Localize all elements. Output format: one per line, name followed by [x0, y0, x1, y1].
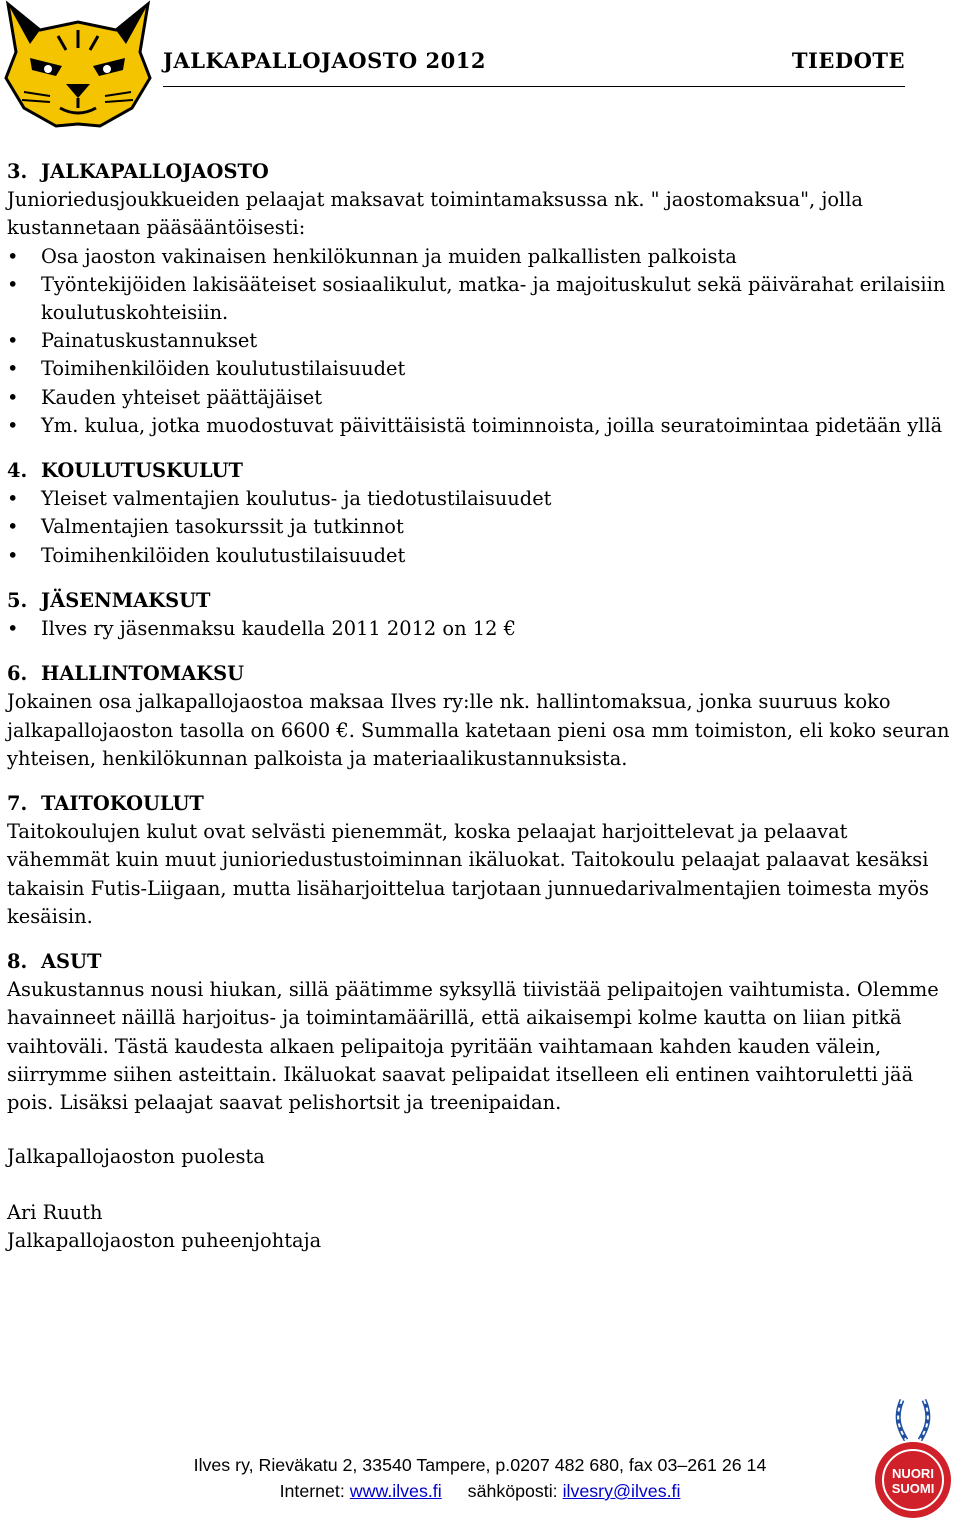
- header-divider: [163, 86, 905, 87]
- list-item: • Ilves ry jäsenmaksu kaudella 2011 2012 on 12 €: [7, 615, 955, 643]
- internet-label: Internet:: [279, 1481, 345, 1501]
- list-item: • Valmentajien tasokurssit ja tutkinnot: [7, 513, 955, 541]
- section-8-text: Asukustannus nousi hiukan, sillä päätimme syksyllä tiivistää pelipaitojen vaihtumista. Olemme havainneet näillä harjoitus- ja toimintamäärillä, että aikaisempi kolme kautta on liian pitkä vaihtoväli. Tästä kaudesta alkaen pelipaitoja pyritään vaihtamaan kahden kauden välein, siirrymme siihen asteittain. Ikäluokat saavat pelipaidat itselleen eli entinen vaihtoruletti jää pois. Lisäksi pelaajat saavat pelishortsit ja treenipaidan.: [7, 978, 939, 1115]
- website-link[interactable]: www.ilves.fi: [349, 1481, 442, 1501]
- lynx-head-logo: [0, 0, 155, 130]
- section-5-heading: 5. JÄSENMAKSUT: [7, 588, 211, 612]
- list-item: • Yleiset valmentajien koulutus- ja tiedotustilaisuudet: [7, 485, 955, 513]
- email-label: sähköposti:: [467, 1481, 558, 1501]
- list-item: • Kauden yhteiset päättäjäiset: [7, 384, 955, 412]
- section-3-list: [7, 243, 955, 440]
- footer: [0, 1452, 960, 1504]
- section-4-list: [7, 485, 955, 570]
- list-item: • Työntekijöiden lakisääteiset sosiaalikulut, matka- ja majoituskulut sekä päivärahat erilaisiin koulutuskohteisiin.: [7, 271, 955, 327]
- signoff-role: Jalkapallojaoston puheenjohtaja: [7, 1228, 322, 1252]
- section-5-list: [7, 615, 955, 643]
- signoff-name: Ari Ruuth: [7, 1200, 103, 1224]
- nuori-suomi-badge: [872, 1398, 954, 1528]
- list-item: • Painatuskustannukset: [7, 327, 955, 355]
- section-8-heading: 8. ASUT: [7, 950, 102, 974]
- section-7-text: Taitokoulujen kulut ovat selvästi pienemmät, koska pelaajat harjoittelevat ja pelaavat vähemmät kuin muut junioriedustustoiminnan ikäluokat. Taitokoulu pelaajat palaavat kesäksi takaisin Futis-Liigaan, mutta lisäharjoittelua tarjotaan junnuedarivalmentajien toimesta myös kesäisin.: [7, 820, 930, 928]
- section-3-intro: Junioriedusjoukkueiden pelaajat maksavat toimintamaksussa nk. " jaostomaksua", jolla kustannetaan pääsääntöisesti:: [7, 188, 863, 240]
- footer-address: Ilves ry, Rieväkatu 2, 33540 Tampere, p.0207 482 680, fax 03–261 26 14: [193, 1455, 767, 1475]
- signoff-on-behalf: Jalkapallojaoston puolesta: [7, 1145, 265, 1169]
- svg-text:NUORI: NUORI: [892, 1466, 934, 1481]
- list-item: • Toimihenkilöiden koulutustilaisuudet: [7, 355, 955, 383]
- list-item: • Ym. kulua, jotka muodostuvat päivittäisistä toiminnoista, joilla seuratoimintaa pidetään yllä: [7, 412, 955, 440]
- section-4-heading: 4. KOULUTUSKULUT: [7, 459, 243, 483]
- section-7-heading: 7. TAITOKOULUT: [7, 792, 204, 816]
- document-body: [7, 158, 955, 1255]
- header-title: JALKAPALLOJAOSTO 2012: [163, 48, 486, 73]
- header-doc-type: TIEDOTE: [791, 48, 905, 73]
- section-6-text: Jokainen osa jalkapallojaostoa maksaa Ilves ry:lle nk. hallintomaksua, jonka suuruus koko jalkapallojaoston tasolla on 6600 €. Summalla katetaan pieni osa mm toimiston, eli koko seuran yhteisen, henkilökunnan palkoista ja materiaalikustannuksista.: [7, 690, 950, 770]
- list-item: • Osa jaoston vakinaisen henkilökunnan ja muiden palkallisten palkoista: [7, 243, 955, 271]
- list-item: • Toimihenkilöiden koulutustilaisuudet: [7, 542, 955, 570]
- section-6-heading: 6. HALLINTOMAKSU: [7, 662, 245, 686]
- email-link[interactable]: ilvesry@ilves.fi: [562, 1481, 681, 1501]
- svg-text:SUOMI: SUOMI: [891, 1481, 935, 1496]
- footer-contact: [0, 1478, 960, 1504]
- section-3-heading: 3. JALKAPALLOJAOSTO: [7, 160, 269, 183]
